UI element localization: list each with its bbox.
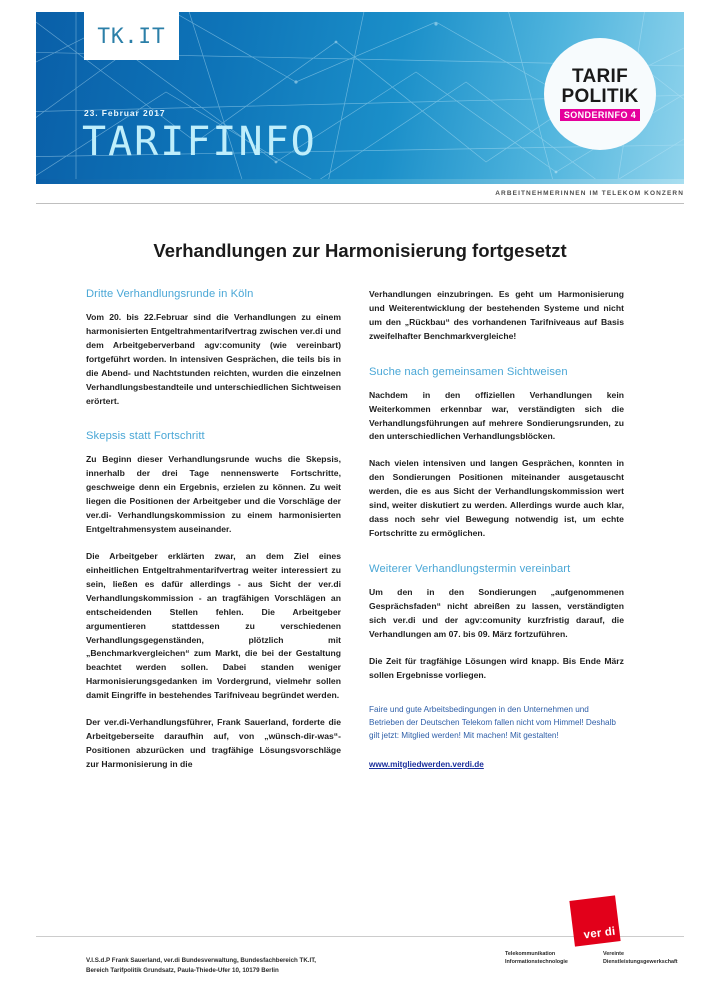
paragraph: Nachdem in den offiziellen Verhandlungen kein Weiterkommen erkennbar war, verständigten sich die Verhandlungsführungen auf mehrere Sondierungsrunden, zu den unterschiedlichen Verhandlungsblöcken. (369, 389, 624, 442)
paragraph: Der ver.di-Verhandlungsführer, Frank Sauerland, forderte die Arbeitgeberseite daraufhin auf, von „wünsch-dir-was“-Positionen abzurücken und tragfähige Lösungsvorschläge zur Harmonisierung in die (86, 717, 341, 769)
spacer (369, 357, 624, 366)
paragraph: Nach vielen intensiven und langen Gesprächen, konnten in den Sondierungen Positionen miteinander ausgetauscht werden, die es aus Sicht der Verhandlungskommission wert sind, weiter diskutiert zu werden. Allerdings wurde auch klar, dass noch sehr viel Bewegung notwendig ist, um echte Fortschritte zu ermöglichen. (369, 458, 624, 538)
paragraph: Die Zeit für tragfähige Lösungen wird knapp. Bis Ende März sollen Ergebnisse vorliegen. (369, 655, 624, 680)
banner-bottom-rule (36, 179, 684, 184)
membership-link[interactable]: www.mitgliedwerden.verdi.de (369, 759, 484, 769)
paragraph: Zu Beginn dieser Verhandlungsrunde wuchs die Skepsis, innerhalb der drei Tage nennenswerte Fortschritte, geschweige denn ein Ergebnis, erzielen zu können. Zu weit liegen die Positionen der Arbeitgeber und die Vorschläge der ver.di- Verhandlungskommission zu einem harmonisierten Entgeltrahmensystem auseinander. (86, 454, 341, 535)
article-columns (86, 288, 624, 785)
imprint-line-1: V.I.S.d.P Frank Sauerland, ver.di Bundesverwaltung, Bundesfachbereich TK.IT, (86, 957, 317, 964)
verdi-caption-left: Telekommunikation Informationstechnologie (505, 951, 568, 966)
right-column (369, 288, 624, 785)
verdi-caption-right: Vereinte Dienstleistungsgewerkschaft (603, 951, 678, 966)
tkit-logo-text: TK.IT (97, 24, 166, 48)
header-banner (36, 12, 684, 184)
spacer (369, 554, 624, 563)
spacer (86, 421, 341, 430)
badge-line-tarif: TARIF (571, 66, 629, 88)
paragraph: Vom 20. bis 22.Februar sind die Verhandlungen zu einem harmonisierten Entgeltrahmentarifvertrag zwischen ver.di und dem Arbeitgeberverband agv:comunity (wie vereinbart) fortgeführt worden. In intensiven Gesprächen, die teils bis in die Abend- und Nachtstunden reichten, wurden die einzelnen Verhandlungsbestandteile und unterschiedlichen Sichtweisen erörtert. (86, 312, 341, 406)
subheader-divider (36, 203, 684, 204)
verdi-logo-text: ver di (583, 925, 617, 942)
imprint-block (86, 956, 416, 976)
section-heading-dritte-verhandlungsrunde: Dritte Verhandlungsrunde in Köln (86, 288, 254, 300)
publication-date: 23. Februar 2017 (84, 108, 166, 118)
paragraph: Die Arbeitgeber erklärten zwar, an dem Ziel eines einheitlichen Entgeltrahmentarifvertrag weiter interessiert zu sein, ließen es dafür allerdings - aus Sicht der ver.di Verhandlungskommission - an tragfähigen Vorschlägen an entscheidenden Stellen fehlen. Die Arbeitgeber argumentieren stattdessen zu verschiedenen Verhandlungsgegenständen, plötzlich mit „Benchmarkvergleichen“ zum Markt, die bei der Gestaltung beachtet werden sollen. Dabei standen weniger Harmonisierungsgedanken im Vordergrund, vielmehr sollen damit Eingriffe in bestehendes Tarifniveau begründet werden. (86, 550, 341, 701)
verdi-captions (505, 950, 705, 967)
left-column (86, 288, 341, 785)
tarifpolitik-badge (544, 38, 656, 150)
paragraph: Um den in den Sondierungen „aufgenommenen Gesprächsfaden“ nicht abreißen zu lassen, verständigten sich ver.di und der agv:comunity kurzfristig darauf, die Verhandlungen am 07. bis 09. März fortzuführen. (369, 586, 624, 639)
imprint-line-2: Bereich Tarifpolitik Grundsatz, Paula-Thiede-Ufer 10, 10179 Berlin (86, 967, 279, 975)
badge-line-politik: POLITIK (561, 86, 639, 107)
paragraph: Verhandlungen einzubringen. Es geht um Harmonisierung und Weiterentwicklung der bestehenden Systeme und nicht um den „Rückbau“ des vorhandenen Tarifniveaus auf Basis zweifelhafter Benchmarkvergleiche! (369, 289, 624, 341)
spacer (369, 695, 624, 704)
membership-call-to-action: Faire und gute Arbeitsbedingungen in den Unternehmen und Betrieben der Deutschen Telekom fallen nicht vom Himmel! Deshalb gilt jetzt: Mitglied werden! Mit machen! Mit gestalten! (369, 705, 616, 740)
section-heading-skepsis-statt-fortschritt: Skepsis statt Fortschritt (86, 430, 205, 443)
tkit-logo (84, 12, 179, 60)
subheader-tagline: ARBEITNEHMERINNEN IM TELEKOM KONZERN (495, 190, 684, 197)
page-title: Verhandlungen zur Harmonisierung fortgesetzt (153, 240, 567, 261)
verdi-logo (569, 895, 620, 946)
section-heading-suche-nach-gemeinsamen-sichtweisen: Suche nach gemeinsamen Sichtweisen (369, 365, 568, 378)
section-heading-weiterer-verhandlungstermin-vereinbart: Weiterer Verhandlungstermin vereinbart (369, 562, 571, 575)
banner-title: TARIFINFO (82, 119, 317, 165)
badge-sonderinfo: SONDERINFO 4 (560, 109, 640, 121)
